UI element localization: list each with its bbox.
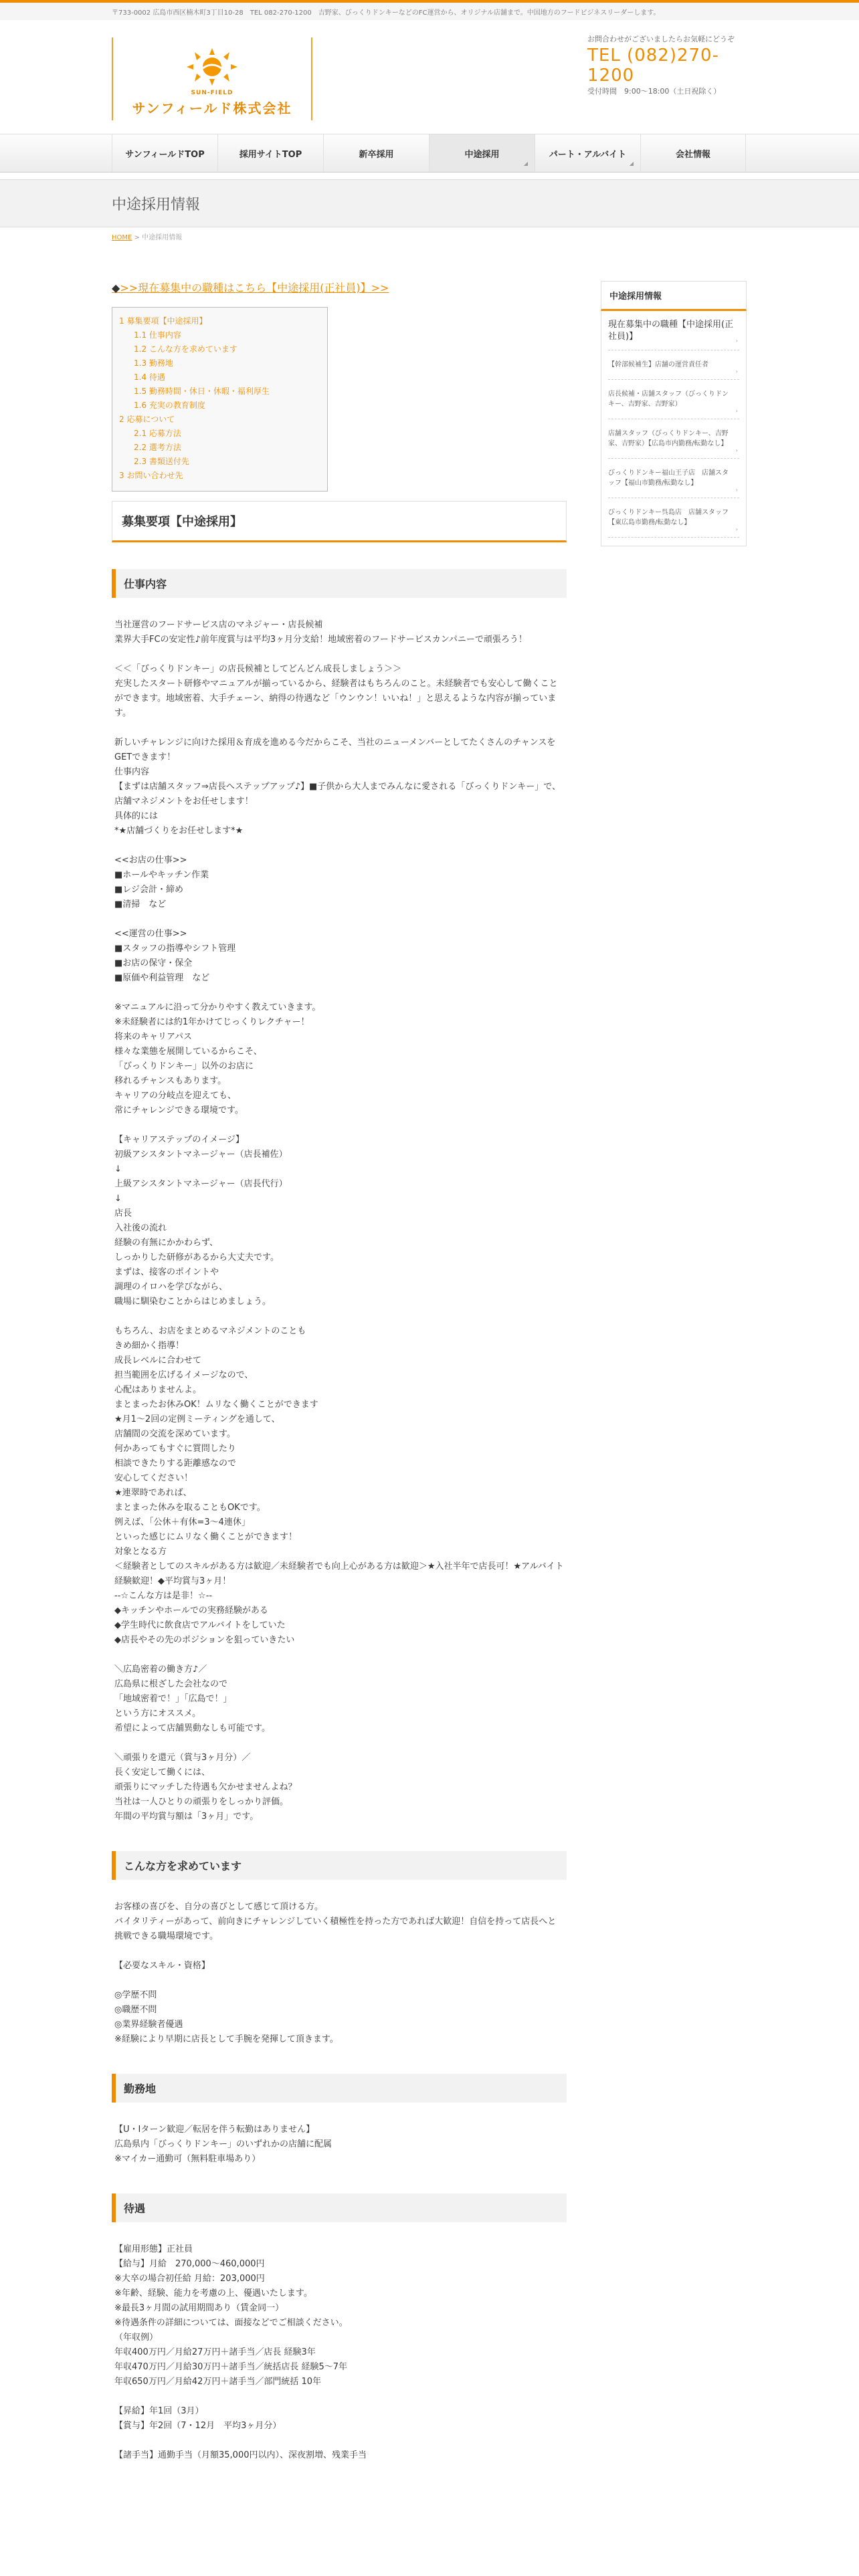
- nav-item-label: 採用サイトTOP: [239, 149, 302, 160]
- nav-item-label: サンフィールドTOP: [125, 149, 205, 160]
- nav-item-sunfield-top[interactable]: [112, 134, 217, 172]
- contact-hours: 受付時間 9:00〜18:00（土日祝除く）: [587, 87, 721, 96]
- page-header: [0, 179, 859, 227]
- breadcrumb: [0, 227, 859, 241]
- sidebar-list: [601, 311, 747, 546]
- nav-item-label: 新卒採用: [359, 149, 394, 160]
- sidebar-title: 中途採用情報: [601, 281, 747, 311]
- top-info-bar: [0, 0, 859, 20]
- sidebar: [601, 281, 747, 546]
- table-of-contents: [112, 307, 328, 492]
- logo[interactable]: [112, 37, 312, 120]
- section-heading-ideal-candidate: こんな方を求めています: [112, 1851, 567, 1880]
- sidebar-item-label: びっくりドンキー福山王子店 店舗スタッフ【福山市勤務/転勤なし】: [608, 469, 729, 487]
- chevron-right-icon: ›: [735, 368, 738, 374]
- toc-item[interactable]: 2.2 選考方法: [134, 443, 181, 452]
- toc-item[interactable]: 2.1 応募方法: [134, 429, 181, 438]
- toc-item[interactable]: 1.2 こんな方を求めています: [134, 344, 237, 354]
- breadcrumb-current: 中途採用情報: [142, 234, 183, 241]
- diamond-icon: ◆: [112, 282, 120, 294]
- nav-item-label: 会社情報: [675, 149, 710, 160]
- toc-item[interactable]: 1.4 待遇: [134, 372, 165, 382]
- sidebar-item-label: 店舗スタッフ（びっくりドンキー、吉野家、吉野家）【広島市内勤務/転勤なし】: [608, 430, 729, 447]
- section-body-compensation: 【雇用形態】正社員 【給与】月給 270,000〜460,000円 ※大卒の場合初任給 月給：203,000円 ※年齢、経験、能力を考慮の上、優遇いたします。 ※最長3ヶ月間の試用期間あり（賃金同一） ※待遇条件の詳細については、面接などでご相談ください。 （年収例） 年収400万円／月給27万円＋諸手当／店長 経験3年 年収470万円／月給30万円＋諸手当／統括店長 経験5〜7年 年収650万円／月給42万円＋諸手当／部門統括 10年 【昇給】年1回（3月） 【賞与】年2回（7・12月 平均3ヶ月分） 【諸手当】通勤手当（月額35,000円以内）、深夜割増、残業手当: [114, 2244, 367, 2460]
- current-openings-label: >>現在募集中の職種はこちら【中途採用(正社員)】>>: [120, 282, 389, 294]
- nav-item-part-time[interactable]: [535, 134, 640, 172]
- main-content: [112, 274, 567, 2463]
- chevron-right-icon: ›: [735, 338, 738, 344]
- nav-item-company[interactable]: [640, 134, 746, 172]
- toc-item[interactable]: 1.3 勤務地: [134, 358, 173, 368]
- section-heading-job-description: 仕事内容: [112, 569, 567, 598]
- sidebar-item-label: びっくりドンキー呉島店 店舗スタッフ【東広島市勤務/転勤なし】: [608, 509, 729, 526]
- global-nav: [0, 134, 859, 173]
- sidebar-item-current-openings[interactable]: [608, 319, 739, 350]
- nav-item-mid-career[interactable]: [429, 134, 535, 172]
- toc-item[interactable]: 2 応募について: [119, 415, 175, 424]
- logo-name: サンフィールド株式会社: [132, 100, 292, 116]
- nav-item-label: パート・アルバイト: [549, 149, 627, 160]
- nav-item-recruit-top[interactable]: [217, 134, 323, 172]
- toc-item[interactable]: 2.3 書類送付先: [134, 457, 189, 466]
- sidebar-item-label: 現在募集中の職種【中途採用(正社員)】: [608, 320, 734, 342]
- section-body-work-location: 【U・Iターン歓迎／転居を伴う転勤はありません】 広島県内「びっくりドンキー」のいずれかの店舗に配属 ※マイカー通勤可（無料駐車場あり）: [114, 2125, 332, 2164]
- section-heading-compensation: 待遇: [112, 2193, 567, 2222]
- toc-item[interactable]: 1.5 勤務時間・休日・休暇・福利厚生: [134, 387, 270, 396]
- section-body-job-description: 当社運営のフードサービス店のマネジャー・店長候補 業界大手FCの安定性♪前年度賞与は平均3ヶ月分支給！地域密着のフードサービスカンパニーで頑張ろう！ ＜＜「びっくりドンキー」の店長候補としてどんどん成長しましょう＞＞ 充実したスタート研修やマニュアルが揃っているから、経験者はもちろんのこと。未経験者でも安心して働くことができます。地域密着、大手チェーン、納得の待遇など「ウンウン！いいね！」と思えるような内容が揃っています。 新しいチャレンジに向けた採用＆育成を進める今だからこそ、当社のニューメンバーとしてたくさんのチャンスをGETできます！ 仕事内容 【まずは店舗スタッフ⇒店長へステップアップ♪】■子供から大人までみんなに愛される「びっくりドンキー」で、店舗マネジメントをお任せします！ 具体的には *★店舗づくりをお任せします*★ <<お店の仕事>> ■ホールやキッチン作業 ■レジ会計・締め ■清掃 など <<運営の仕事>> ■スタッフの指導やシフト管理 ■お店の保守・保全 ■原価や利益管理 など ※マニュアルに沿って分かりやすく教えていきます。 ※未経験者には約1年かけてじっくりレクチャー！ 将来のキャリアパス 様々な業態を展開しているからこそ、 「びっくりドンキー」以外のお店に 移れるチャンスもあります。 キャリアの分岐点を迎えても、 常にチャレンジできる環境です。 【キャリアステップのイメージ】 初級アシスタントマネージャー（店長補佐） ↓ 上級アシスタントマネージャー（店長代行） ↓ 店長 入社後の流れ 経験の有無にかかわらず、 しっかりした研修があるから大丈夫です。 まずは、接客のポイントや 調理のイロハを学びながら、 職場に馴染むことからはじめましょう。 もちろん、お店をまとめるマネジメントのことも きめ細かく指導！ 成長レベルに合わせて 担当範囲を広げるイメージなので、 心配はありませんよ。 まとまったお休みOK！ムリなく働くことができます ★月1〜2回の定例ミーティングを通して、 店舗間の交流を深めています。 何かあってもすぐに質問したり 相談できたりする距離感なので 安心してください！ ★連翠時であれば、 まとまった休みを取ることもOKです。 例えば、「公休＋有休=3〜4連休」 といった感じにムリなく働くことができます！ 対象となる方 ＜経験者としてのスキルがある方は歓迎／未経験者でも向上心がある方は歓迎＞★入社半年で店長可！★アルバイト経験歓迎！◆平均賞与3ヶ月！ --☆こんな方は是非！☆-- ◆キッチンやホールでの実務経験がある ◆学生時代に飲食店でアルバイトをしていた ◆店長やその先のポジションを狙っていきたい ＼広島密着の働き方♪／ 広島県に根ざした会社なので 「地域密着で！」「広島で！」 という方にオススメ。 希望によって店舗異動なしも可能です。 ＼頑張りを還元（賞与3ヶ月分）／ 長く安定して働くには、 頑張りにマッチした待遇も欠かせませんよね？ 当社は一人ひとりの頑張りをしっかり評価。 年間の平均賞与額は「3ヶ月」です。: [114, 620, 564, 1822]
- site-header: [0, 20, 859, 134]
- contact-note: お問合わせがございましたらお気軽にどうぞ: [587, 35, 735, 43]
- dropdown-arrow-icon: ◢: [523, 160, 528, 167]
- chevron-right-icon: ›: [735, 447, 738, 453]
- sidebar-item-job[interactable]: [608, 498, 739, 538]
- breadcrumb-home[interactable]: HOME: [112, 234, 132, 241]
- sidebar-item-job[interactable]: [608, 419, 739, 459]
- nav-item-new-graduate[interactable]: [323, 134, 429, 172]
- section-body-ideal-candidate: お客様の喜びを、自分の喜びとして感じて頂ける方。 バイタリティーがあって、前向きにチャレンジしていく積極性を持った方であれば大歓迎！自信を持って店長へと挑戦できる職場環境です。 【必要なスキル・資格】 ◎学歴不問 ◎職歴不問 ◎業界経験者優遇 ※経験により早期に店長として手腕を発揮して頂きます。: [114, 1902, 557, 2044]
- toc-item[interactable]: 1 募集要項【中途採用】: [119, 316, 207, 326]
- sun-logo-icon: [172, 47, 252, 87]
- sidebar-item-label: 店長候補・店舗スタッフ（びっくりドンキー、吉野家、吉野家）: [608, 391, 729, 408]
- chevron-right-icon: ›: [735, 408, 738, 414]
- recruitment-title: 募集要項【中途採用】: [112, 501, 567, 542]
- current-openings-link[interactable]: [112, 280, 567, 295]
- sidebar-item-job[interactable]: [608, 459, 739, 498]
- breadcrumb-separator: >: [132, 234, 142, 241]
- toc-item[interactable]: 1.6 充実の教育制度: [134, 401, 205, 410]
- sidebar-item-job[interactable]: [608, 380, 739, 419]
- nav-item-label: 中途採用: [464, 149, 500, 160]
- logo-sub: SUN-FIELD: [191, 90, 233, 96]
- contact-tel[interactable]: TEL (082)270-1200: [587, 45, 719, 86]
- section-heading-work-location: 勤務地: [112, 2074, 567, 2103]
- contact-block: [587, 33, 748, 96]
- sidebar-item-job[interactable]: [608, 350, 739, 380]
- toc-item[interactable]: 3 お問い合わせ先: [119, 471, 183, 480]
- toc-item[interactable]: 1.1 仕事内容: [134, 330, 181, 340]
- chevron-right-icon: ›: [735, 526, 738, 532]
- sidebar-item-label: 【幹部候補生】店舗の運営責任者: [608, 361, 708, 368]
- dropdown-arrow-icon: ◢: [629, 160, 634, 167]
- top-info-text: 〒733-0002 広島市西区楠木町3丁目10-28 TEL 082-270-1200 吉野家、びっくりドンキーなどのFC運営から、オリジナル店舗まで。中国地方のフードビジネスリーダーします。: [112, 9, 660, 17]
- page-title: 中途採用情報: [112, 197, 201, 213]
- chevron-right-icon: ›: [735, 487, 738, 493]
